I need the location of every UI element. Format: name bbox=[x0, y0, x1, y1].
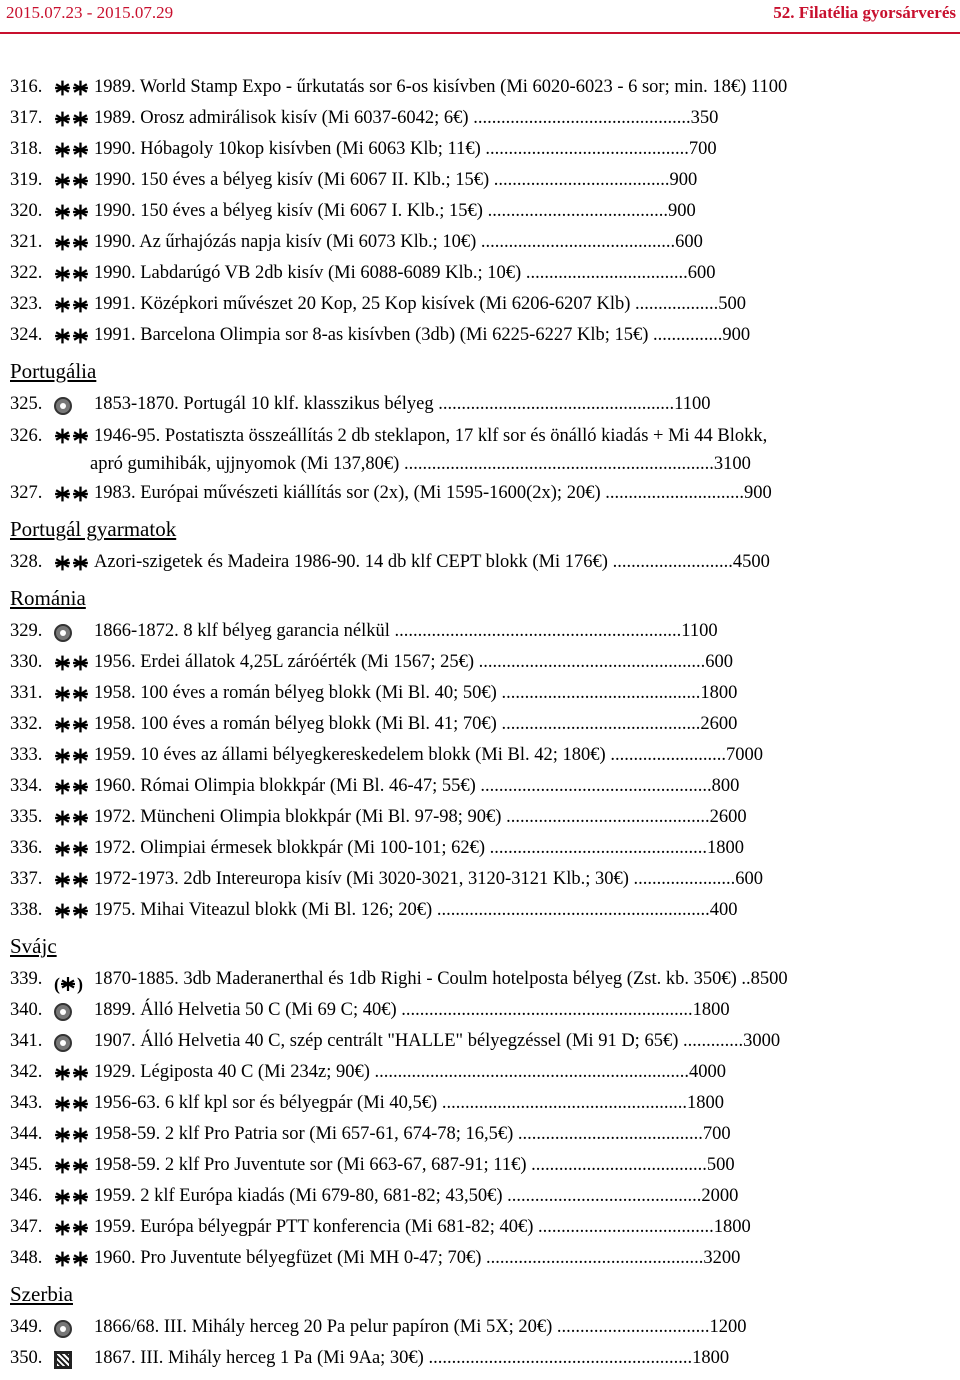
section-heading: Portugália bbox=[10, 359, 97, 383]
lot-row bbox=[10, 478, 872, 509]
lot-number: 346. bbox=[10, 1186, 43, 1206]
lot-number: 335. bbox=[10, 807, 43, 827]
lot-number: 329. bbox=[10, 621, 43, 641]
lot-number: 340. bbox=[10, 1000, 43, 1020]
lot-row bbox=[10, 709, 872, 740]
lot-number: 332. bbox=[10, 714, 43, 734]
lot-row bbox=[10, 1212, 872, 1243]
lot-number: 348. bbox=[10, 1248, 43, 1268]
postmark-circle-icon bbox=[54, 1001, 94, 1021]
double-star-mnh-icon bbox=[54, 1094, 94, 1114]
double-star-mnh-icon bbox=[54, 1187, 94, 1207]
lot-description: 1990. 150 éves a bélyeg kisív (Mi 6067 I. Klb.; 15€) .......................................900 bbox=[94, 201, 696, 221]
double-star-mnh-icon bbox=[54, 171, 94, 191]
lot-description: 1946-95. Postatiszta összeállítás 2 db steklapon, 17 klf sor és önálló kiadás + Mi 44 Blokk, bbox=[94, 426, 768, 446]
section-heading: Svájc bbox=[10, 934, 57, 958]
lot-row bbox=[10, 320, 872, 351]
date-range: 2015.07.23 - 2015.07.29 bbox=[6, 3, 174, 22]
lot-number: 339. bbox=[10, 969, 43, 989]
page-header bbox=[0, 0, 960, 36]
lot-description: 1983. Európai művészeti kiállítás sor (2x), (Mi 1595-1600(2x); 20€) ..............................900 bbox=[94, 483, 772, 503]
lot-number: 330. bbox=[10, 652, 43, 672]
lot-row bbox=[10, 547, 872, 578]
section-heading: Szerbia bbox=[10, 1282, 73, 1306]
lot-row bbox=[10, 389, 872, 420]
lot-number: 349. bbox=[10, 1317, 43, 1337]
lot-description: 1956. Erdei állatok 4,25L záróérték (Mi 1567; 25€) .................................................600 bbox=[94, 652, 733, 672]
lot-number: 327. bbox=[10, 483, 43, 503]
lot-row bbox=[10, 165, 872, 196]
lot-description: 1991. Barcelona Olimpia sor 8-as kisívben (3db) (Mi 6225-6227 Klb; 15€) ...............900 bbox=[94, 325, 751, 345]
double-star-mnh-icon bbox=[54, 140, 94, 160]
lot-description: 1899. Álló Helvetia 50 C (Mi 69 C; 40€) ...............................................................1800 bbox=[94, 1000, 730, 1020]
lot-description: 1989. Orosz admirálisok kisív (Mi 6037-6042; 6€) ...............................................350 bbox=[94, 108, 719, 128]
lot-row bbox=[10, 1150, 872, 1181]
lot-number: 324. bbox=[10, 325, 43, 345]
double-star-mnh-icon bbox=[54, 684, 94, 704]
postmark-circle-icon bbox=[54, 1318, 94, 1338]
double-star-mnh-icon bbox=[54, 1156, 94, 1176]
lot-row bbox=[10, 1243, 872, 1274]
lot-description: 1929. Légiposta 40 C (Mi 234z; 90€) ....................................................................4000 bbox=[94, 1062, 727, 1082]
lot-description: 1958. 100 éves a román bélyeg blokk (Mi Bl. 41; 70€) ...........................................2600 bbox=[94, 714, 738, 734]
double-star-mnh-icon bbox=[54, 326, 94, 346]
lot-number: 326. bbox=[10, 426, 43, 446]
double-star-mnh-icon bbox=[54, 202, 94, 222]
lot-row bbox=[10, 196, 872, 227]
lot-row bbox=[10, 1057, 872, 1088]
double-star-mnh-icon bbox=[54, 1249, 94, 1269]
lot-description: 1972. Olimpiai érmesek blokkpár (Mi 100-101; 62€) ...............................................1800 bbox=[94, 838, 745, 858]
lot-description: 1866/68. III. Mihály herceg 20 Pa pelur papíron (Mi 5X; 20€) .................................1200 bbox=[94, 1317, 747, 1337]
lot-number: 317. bbox=[10, 108, 43, 128]
lot-description: 1972. Müncheni Olimpia blokkpár (Mi Bl. 97-98; 90€) ............................................2600 bbox=[94, 807, 747, 827]
lot-description: 1959. Európa bélyegpár PTT konferencia (Mi 681-82; 40€) ......................................1800 bbox=[94, 1217, 751, 1237]
double-star-mnh-icon bbox=[54, 295, 94, 315]
lot-number: 319. bbox=[10, 170, 43, 190]
lot-description: 1960. Pro Juventute bélyegfüzet (Mi MH 0-47; 70€) ...............................................3200 bbox=[94, 1248, 741, 1268]
lot-number: 331. bbox=[10, 683, 43, 703]
lot-number: 320. bbox=[10, 201, 43, 221]
lot-row bbox=[10, 995, 872, 1026]
postmark-circle-icon bbox=[54, 622, 94, 642]
lot-number: 322. bbox=[10, 263, 43, 283]
double-star-mnh-icon bbox=[54, 233, 94, 253]
lot-number: 325. bbox=[10, 394, 43, 414]
double-star-mnh-icon bbox=[54, 1063, 94, 1083]
lot-row bbox=[10, 864, 872, 895]
lot-number: 350. bbox=[10, 1348, 43, 1368]
lot-description: 1907. Álló Helvetia 40 C, szép centrált "HALLE" bélyegzéssel (Mi 91 D; 65€) .............3000 bbox=[94, 1031, 781, 1051]
double-star-mnh-icon bbox=[54, 870, 94, 890]
lot-description: 1870-1885. 3db Maderanerthal és 1db Righi - Coulm hotelposta bélyeg (Zst. kb. 350€) ..8500 bbox=[94, 969, 788, 989]
lot-description: 1867. III. Mihály herceg 1 Pa (Mi 9Aa; 30€) .........................................................1800 bbox=[94, 1348, 730, 1368]
lot-description: 1975. Mihai Viteazul blokk (Mi Bl. 126; 20€) ...........................................................400 bbox=[94, 900, 738, 920]
lot-row bbox=[10, 802, 872, 833]
lot-description: 1959. 10 éves az állami bélyegkereskedelem blokk (Mi Bl. 42; 180€) .........................7000 bbox=[94, 745, 763, 765]
lot-number: 316. bbox=[10, 77, 43, 97]
lot-list bbox=[10, 72, 872, 1374]
double-star-mnh-icon bbox=[54, 653, 94, 673]
lot-description: 1866-1872. 8 klf bélyeg garancia nélkül ..............................................................1100 bbox=[94, 621, 718, 641]
lot-description: 1958. 100 éves a román bélyeg blokk (Mi Bl. 40; 50€) ...........................................1800 bbox=[94, 683, 738, 703]
lot-description: 1990. Hóbagoly 10kop kisívben (Mi 6063 Klb; 11€) ............................................700 bbox=[94, 139, 717, 159]
postmark-circle-icon bbox=[54, 1032, 94, 1052]
lot-row bbox=[10, 1181, 872, 1212]
auction-title: 52. Filatélia gyorsárverés bbox=[773, 3, 956, 22]
parenthesized-star-icon: ( ) bbox=[54, 973, 82, 994]
lot-number: 343. bbox=[10, 1093, 43, 1113]
double-star-mnh-icon bbox=[54, 1218, 94, 1238]
double-star-mnh-icon bbox=[54, 1125, 94, 1145]
lot-row bbox=[10, 771, 872, 802]
lot-row bbox=[10, 1119, 872, 1150]
lot-description: 1990. Az űrhajózás napja kisív (Mi 6073 Klb.; 10€) ..........................................600 bbox=[94, 232, 703, 252]
double-star-mnh-icon bbox=[54, 746, 94, 766]
lot-description: 1956-63. 6 klf kpl sor és bélyegpár (Mi 40,5€) .....................................................1800 bbox=[94, 1093, 724, 1113]
lot-number: 347. bbox=[10, 1217, 43, 1237]
lot-description: 1959. 2 klf Európa kiadás (Mi 679-80, 681-82; 43,50€) ..........................................2000 bbox=[94, 1186, 739, 1206]
double-star-mnh-icon bbox=[54, 553, 94, 573]
double-star-mnh-icon bbox=[54, 901, 94, 921]
double-star-mnh-icon bbox=[54, 78, 94, 98]
double-star-mnh-icon bbox=[54, 715, 94, 735]
lot-row bbox=[10, 895, 872, 926]
lot-number: 334. bbox=[10, 776, 43, 796]
double-star-mnh-icon bbox=[54, 109, 94, 129]
lot-description: Azori-szigetek és Madeira 1986-90. 14 db klf CEPT blokk (Mi 176€) ..........................4500 bbox=[94, 552, 770, 572]
postmark-circle-icon bbox=[54, 395, 94, 415]
double-star-mnh-icon bbox=[54, 484, 94, 504]
header-divider bbox=[0, 32, 960, 34]
lot-number: 336. bbox=[10, 838, 43, 858]
lot-number: 328. bbox=[10, 552, 43, 572]
lot-row bbox=[10, 1026, 872, 1057]
lot-row bbox=[10, 72, 872, 103]
lot-number: 333. bbox=[10, 745, 43, 765]
lot-row bbox=[10, 1312, 872, 1343]
lot-description: 1853-1870. Portugál 10 klf. klasszikus bélyeg ...................................................1100 bbox=[94, 394, 711, 414]
lot-number: 342. bbox=[10, 1062, 43, 1082]
lot-number: 321. bbox=[10, 232, 43, 252]
lot-row bbox=[10, 740, 872, 771]
lot-row bbox=[10, 1343, 872, 1374]
lot-row bbox=[10, 964, 872, 995]
lot-description: 1989. World Stamp Expo - űrkutatás sor 6-os kisívben (Mi 6020-6023 - 6 sor; min. 18€) 1100 bbox=[94, 77, 788, 97]
lot-row bbox=[10, 134, 872, 165]
lot-row bbox=[10, 227, 872, 258]
lot-row bbox=[10, 678, 872, 709]
section-heading: Portugál gyarmatok bbox=[10, 517, 177, 541]
lot-number: 338. bbox=[10, 900, 43, 920]
lot-description: 1960. Római Olimpia blokkpár (Mi Bl. 46-47; 55€) ..................................................800 bbox=[94, 776, 740, 796]
lot-number: 337. bbox=[10, 869, 43, 889]
double-star-mnh-icon bbox=[54, 777, 94, 797]
lot-number: 318. bbox=[10, 139, 43, 159]
lot-description: 1990. 150 éves a bélyeg kisív (Mi 6067 II. Klb.; 15€) ......................................900 bbox=[94, 170, 698, 190]
lot-row bbox=[10, 258, 872, 289]
lot-description: 1990. Labdarúgó VB 2db kisív (Mi 6088-6089 Klb.; 10€) ...................................600 bbox=[94, 263, 716, 283]
lot-row bbox=[10, 420, 872, 478]
section-heading: Románia bbox=[10, 586, 86, 610]
lot-description: 1958-59. 2 klf Pro Patria sor (Mi 657-61, 674-78; 16,5€) ........................................700 bbox=[94, 1124, 731, 1144]
lot-row bbox=[10, 833, 872, 864]
double-star-mnh-icon bbox=[54, 839, 94, 859]
hatched-square-icon bbox=[54, 1349, 94, 1369]
lot-row bbox=[10, 616, 872, 647]
lot-number: 323. bbox=[10, 294, 43, 314]
lot-row bbox=[10, 1088, 872, 1119]
lot-row bbox=[10, 289, 872, 320]
lot-row bbox=[10, 103, 872, 134]
lot-description: 1972-1973. 2db Intereuropa kisív (Mi 3020-3021, 3120-3121 Klb.; 30€) ......................600 bbox=[94, 869, 764, 889]
double-star-mnh-icon bbox=[54, 427, 94, 447]
double-star-mnh-icon bbox=[54, 808, 94, 828]
lot-number: 341. bbox=[10, 1031, 43, 1051]
lot-description: 1958-59. 2 klf Pro Juventute sor (Mi 663-67, 687-91; 11€) ......................................500 bbox=[94, 1155, 735, 1175]
lot-description-continued: apró gumihibák, ujjnyomok (Mi 137,80€) ...................................................................3100 bbox=[90, 454, 751, 474]
lot-description: 1991. Középkori művészet 20 Kop, 25 Kop kisívek (Mi 6206-6207 Klb) ..................500 bbox=[94, 294, 747, 314]
lot-row bbox=[10, 647, 872, 678]
lot-number: 344. bbox=[10, 1124, 43, 1144]
lot-number: 345. bbox=[10, 1155, 43, 1175]
double-star-mnh-icon bbox=[54, 264, 94, 284]
